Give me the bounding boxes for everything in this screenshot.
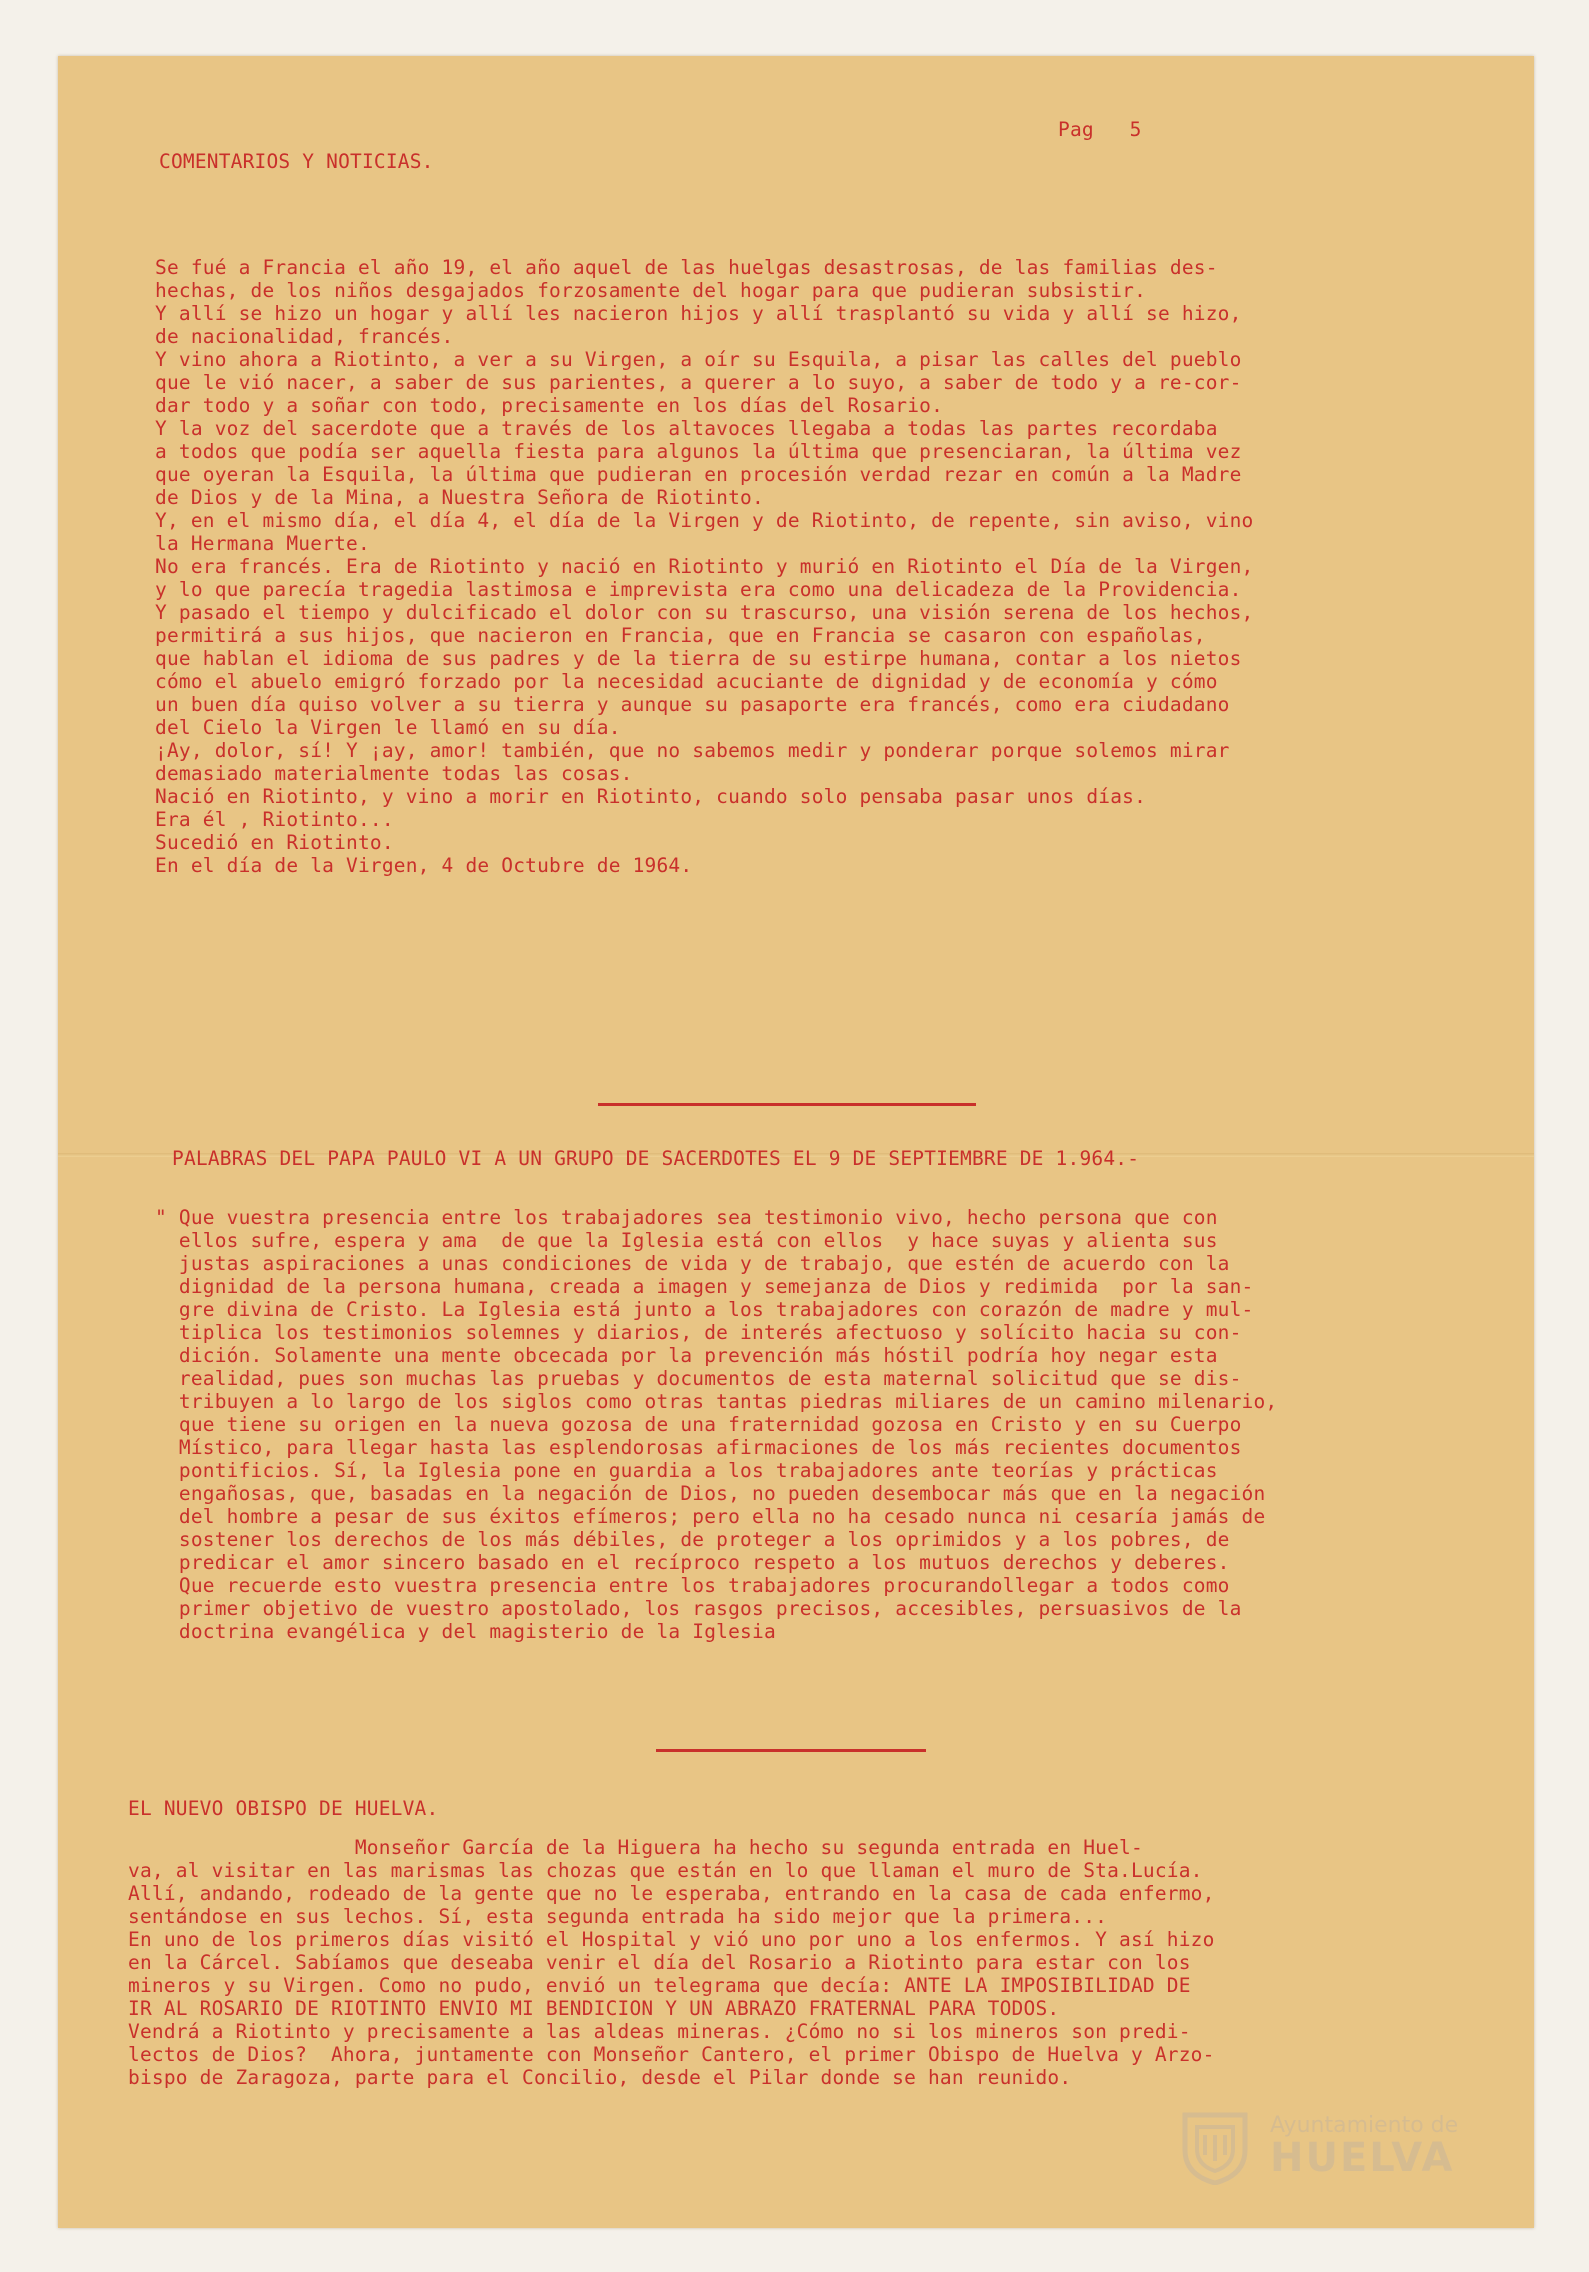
section-heading: COMENTARIOS Y NOTICIAS. — [159, 150, 434, 173]
watermark-line1: Ayuntamiento de — [1270, 2113, 1459, 2138]
section-divider — [656, 1749, 926, 1752]
archive-watermark — [1175, 2105, 1475, 2185]
page-number: Pag 5 — [1058, 118, 1142, 141]
papal-words-heading: PALABRAS DEL PAPA PAULO VI A UN GRUPO DE SACERDOTES EL 9 DE SEPTIEMBRE DE 1.964.- — [172, 1147, 1140, 1170]
section-divider — [598, 1103, 976, 1106]
coat-of-arms-icon — [1175, 2105, 1255, 2185]
typewritten-page — [58, 56, 1534, 2228]
bishop-heading: EL NUEVO OBISPO DE HUELVA. — [128, 1797, 439, 1820]
bishop-text: Monseñor García de la Higuera ha hecho su segunda entrada en Huel- va, al visitar en las marismas las chozas que están en lo que llaman el muro de Sta.Lucía. Allí, andando, rodeado de la gente que no le esperaba, entrando en la casa de cada enfermo, sentándose en sus lechos. Sí, esta segunda entrada ha sido mejor que la primera... En uno de los primeros días visitó el Hospital y vió uno por uno a los enfermos. Y así hizo en la Cárcel. Sabíamos que deseaba venir el día del Rosario a Riotinto para estar con los mineros y su Virgen. Como no pudo, envió un telegrama que decía: ANTE LA IMPOSIBILIDAD DE IR AL ROSARIO DE RIOTINTO ENVIO MI BENDICION Y UN ABRAZO FRATERNAL PARA TODOS. Vendrá a Riotinto y precisamente a las aldeas mineras. ¿Cómo no si los mineros son predi- lectos de Dios? Ahora, juntamente con Monseñor Cantero, el primer Obispo de Huelva y Arzo- bispo de Zaragoza, parte para el Concilio, desde el Pilar donde se han reunido. — [128, 1836, 1215, 2089]
papal-words-text: " Que vuestra presencia entre los trabajadores sea testimonio vivo, hecho persona que con ellos sufre, espera y ama de que la Iglesia está con ellos y hace suyas y alienta sus justas aspiraciones a unas condiciones de vida y de trabajo, que estén de acuerdo con la dignidad de la persona humana, creada a imagen y semejanza de Dios y redimida por la san- gre divina de Cristo. La Iglesia está junto a los trabajadores con corazón de madre y mul- tiplica los testimonios solemnes y diarios, de interés afectuoso y solícito hacia su con- dición. Solamente una mente obcecada por la prevención más hóstil podría hoy negar esta realidad, pues son muchas las pruebas y documentos de esta maternal solicitud que se dis- tribuyen a lo largo de los siglos como otras tantas piedras miliares de un camino milenario, que tiene su origen en la nueva gozosa de una fraternidad gozosa en Cristo y en su Cuerpo Místico, para llegar hasta las esplendorosas afirmaciones de los más recientes documentos pontificios. Sí, la Iglesia pone en guardia a los trabajadores ante teorías y prácticas engañosas, que, basadas en la negación de Dios, no pueden desembocar más que en la negación del hombre a pesar de sus éxitos efímeros; pero ella no ha cesado nunca ni cesaría jamás de sostener los derechos de los más débiles, de proteger a los oprimidos y a los pobres, de predicar el amor sincero basado en el recíproco respeto a los mutuos derechos y deberes. Que recuerde esto vuestra presencia entre los trabajadores procurandollegar a todos como primer objetivo de vuestro apostolado, los rasgos precisos, accesibles, persuasivos de la doctrina evangélica y del magisterio de la Iglesia — [155, 1206, 1278, 1643]
article-riotinto: Se fué a Francia el año 19, el año aquel de las huelgas desastrosas, de las familias des- hechas, de los niños desgajados forzosamente del hogar para que pudieran subsistir. Y allí se hizo un hogar y allí les nacieron hijos y allí trasplantó su vida y allí se hizo, de nacionalidad, francés. Y vino ahora a Riotinto, a ver a su Virgen, a oír su Esquila, a pisar las calles del pueblo que le vió nacer, a saber de sus parientes, a querer a lo suyo, a saber de todo y a re-cor- dar todo y a soñar con todo, precisamente en los días del Rosario. Y la voz del sacerdote que a través de los altavoces llegaba a todas las partes recordaba a todos que podía ser aquella fiesta para algunos la última que presenciaran, la última vez que oyeran la Esquila, la última que pudieran en procesión verdad rezar en común a la Madre de Dios y de la Mina, a Nuestra Señora de Riotinto. Y, en el mismo día, el día 4, el día de la Virgen y de Riotinto, de repente, sin aviso, vino la Hermana Muerte. No era francés. Era de Riotinto y nació en Riotinto y murió en Riotinto el Día de la Virgen, y lo que parecía tragedia lastimosa e imprevista era como una delicadeza de la Providencia. Y pasado el tiempo y dulcificado el dolor con su trascurso, una visión serena de los hechos, permitirá a sus hijos, que nacieron en Francia, que en Francia se casaron con españolas, que hablan el idioma de sus padres y de la tierra de su estirpe humana, contar a los nietos cómo el abuelo emigró forzado por la necesidad acuciante de dignidad y de economía y cómo un buen día quiso volver a su tierra y aunque su pasaporte era francés, como era ciudadano del Cielo la Virgen le llamó en su día. ¡Ay, dolor, sí! Y ¡ay, amor! también, que no sabemos medir y ponderar porque solemos mirar demasiado materialmente todas las cosas. Nació en Riotinto, y vino a morir en Riotinto, cuando solo pensaba pasar unos días. Era él , Riotinto... Sucedió en Riotinto. En el día de la Virgen, 4 de Octubre de 1964. — [155, 256, 1254, 877]
watermark-line2: HUELVA — [1270, 2135, 1455, 2181]
